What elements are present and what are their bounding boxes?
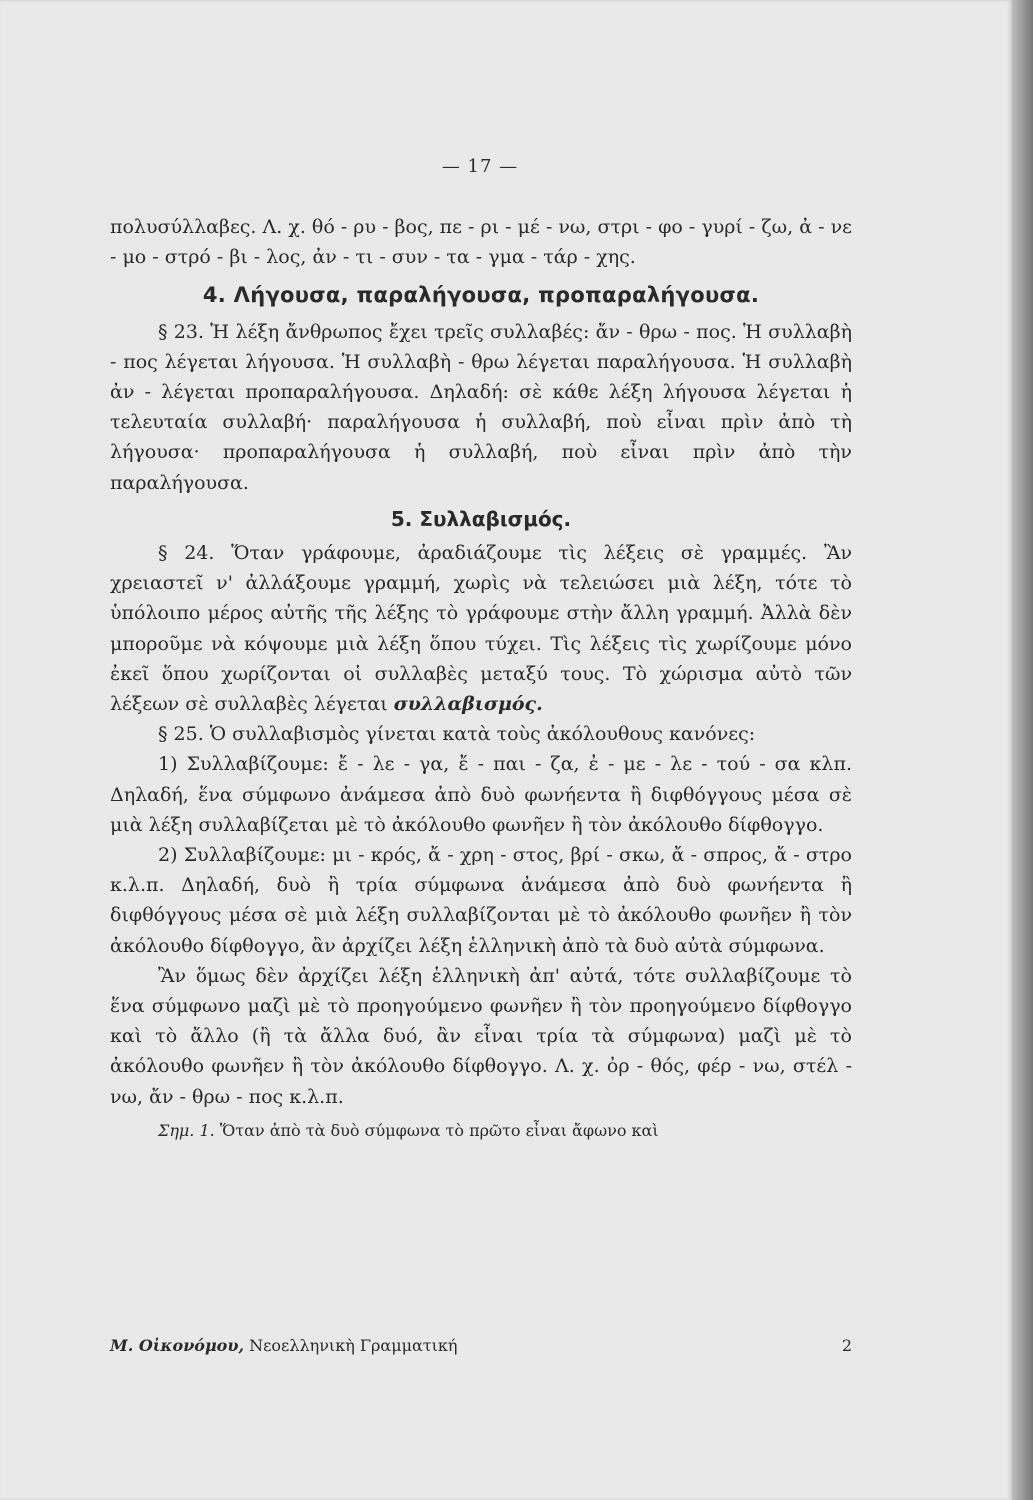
footer-author: Μ. Οἰκονόμου, (110, 1336, 245, 1355)
signature-mark: 2 (841, 1336, 852, 1355)
paragraph-24 (110, 538, 852, 719)
rule-2-continued: Ἂν ὅμως δὲν ἀρχίζει λέξη ἑλληνικὴ ἀπ' αὐτά, τότε συλλαβίζουμε τὸ ἕνα σύμφωνο μαζὶ μὲ τὸ προηγούμενο φωνῆεν ἢ τὸν προηγούμενο δίφθογγο καὶ τὸ ἄλλο (ἢ τὰ ἄλλα δυό, ἂν εἶναι τρία τὰ σύμφωνα) μαζὶ μὲ τὸ ἀκόλουθο φωνῆεν ἢ τὸν ἀκόλουθο δίφθογγο. Λ. χ. ὀρ - θός, φέρ - νω, στέλ - νω, ἄν - θρω - πος κ.λ.π. (110, 964, 852, 1108)
footer-book-title: Νεοελληνικὴ Γραμματική (249, 1336, 458, 1355)
page-footer (110, 1336, 852, 1355)
footer-citation (110, 1336, 458, 1355)
page-body (110, 212, 852, 1146)
section-heading-4: 4. Λήγουσα, παραλήγουσα, προπαραλήγουσα. (202, 283, 760, 308)
footnote-label: Σημ. 1. (158, 1120, 215, 1140)
paragraph-continued: πολυσύλλαβες. Λ. χ. θό - ρυ - βος, πε - ρι - μέ - νω, στρι - φο - γυρί - ζω, ἀ - νε - μο - στρό - βι - λος, ἀν - τι - συν - τα - γμα - τάρ - χης. (110, 216, 852, 269)
paragraph-23: § 23. Ἡ λέξη ἄνθρωπος ἔχει τρεῖς συλλαβές: ἄν - θρω - πος. Ἡ συλλαβὴ - πος λέγεται λήγουσα. Ἡ συλλαβὴ - θρω λέγεται παραλήγουσα. Ἡ συλλαβὴ ἀν - λέγεται προπαραλήγουσα. Δηλαδή: σὲ κάθε λέξη λήγουσα λέγεται ἡ τελευταία συλλαβή· παραλήγουσα ἡ συλλαβή, ποὺ εἶναι πρὶν ἀπὸ τὴ λήγουσα· προπαραλήγουσα ἡ συλλαβή, ποὺ εἶναι πρὶν ἀπὸ τὴν παραλήγουσα. (110, 320, 852, 494)
term-syllabification: συλλαβισμός. (393, 693, 543, 716)
paragraph-25: § 25. Ὁ συλλαβισμὸς γίνεται κατὰ τοὺς ἀκόλουθους κανόνες: (158, 723, 756, 746)
paragraph-24-text: § 24. Ὅταν γράφουμε, ἀραδιάζουμε τὶς λέξεις σὲ γραμμές. Ἂν χρειαστεῖ ν' ἀλλάξουμε γραμμή, χωρὶς νὰ τελειώσει μιὰ λέξη, τότε τὸ ὑπόλοιπο μέρος αὐτῆς τῆς λέξης τὸ γράφουμε στὴν ἄλλη γραμμή. Ἀλλὰ δὲν μποροῦμε νὰ κόψουμε μιὰ λέξη ὅπου τύχει. Τὶς λέξεις τὶς χωρίζουμε μόνο ἐκεῖ ὅπου χωρίζονται οἱ συλλαβὲς μεταξύ τους. Τὸ χώρισμα αὐτὸ τῶν λέξεων σὲ συλλαβὲς λέγεται (110, 542, 852, 716)
page-number: — 17 — (441, 156, 519, 177)
rule-1: 1) Συλλαβίζουμε: ἔ - λε - γα, ἔ - παι - ζα, ἐ - με - λε - τού - σα κλπ. Δηλαδή, ἕνα σύμφωνο ἀνάμεσα ἀπὸ δυὸ φωνήεντα ἢ διφθόγγους μέσα σὲ μιὰ λέξη συλλαβίζεται μὲ τὸ ἀκόλουθο φωνῆεν ἢ τὸν ἀκόλουθο δίφθογγο. (110, 753, 852, 836)
footnote (110, 1116, 852, 1146)
page-edge (1012, 0, 1033, 1500)
section-heading-5: 5. Συλλαβισμός. (390, 506, 572, 531)
rule-2: 2) Συλλαβίζουμε: μι - κρός, ἄ - χρη - στος, βρί - σκω, ἄ - σπρος, ἄ - στρο κ.λ.π. Δηλαδή, δυὸ ἢ τρία σύμφωνα ἀνάμεσα ἀπὸ δυὸ φωνήεντα ἢ διφθόγγους μέσα σὲ μιὰ λέξη συλλαβίζονται μὲ τὸ ἀκόλουθο φωνῆεν ἢ τὸν ἀκόλουθο δίφθογγο, ἂν ἀρχίζει λέξη ἑλληνικὴ ἀπὸ τὰ δυὸ αὐτὰ σύμφωνα. (110, 844, 852, 957)
footnote-text: Ὅταν ἀπὸ τὰ δυὸ σύμφωνα τὸ πρῶτο εἶναι ἄφωνο καὶ (219, 1120, 659, 1140)
